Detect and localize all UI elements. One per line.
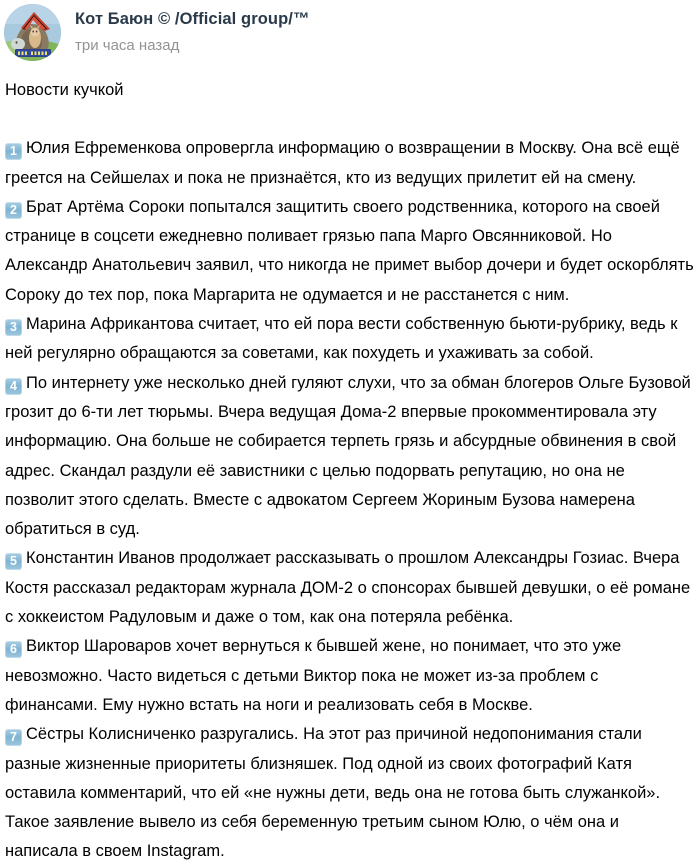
news-item bbox=[5, 310, 694, 369]
keycap-2-icon: 2 bbox=[5, 202, 22, 219]
keycap-6-icon: 6 bbox=[5, 641, 22, 658]
news-item bbox=[5, 632, 694, 720]
news-item-text: Брат Артёма Сороки попытался защитить своего родственника, которого на своей странице в соцсети ежедневно поливает грязью папа Марго Овсянниковой. Но Александр Анатольевич заявил, что никогда не примет выбор дочери и будет оскорблять Сороку до тех пор, пока Маргарита не одумается и не расстанется с ним. bbox=[5, 197, 694, 304]
paragraph-spacer bbox=[5, 105, 694, 134]
news-item-text: Виктор Шароваров хочет вернуться к бывшей жене, но понимает, что это уже невозможно. Часто видеться с детьми Виктор пока не может из-за проблем с финансами. Ему нужно встать на ноги и реализовать себя в Москве. bbox=[5, 637, 622, 714]
post-header bbox=[0, 0, 700, 66]
news-item-text: Константин Иванов продолжает рассказывать о прошлом Александры Гозиас. Вчера Костя рассказал редакторам журнала ДОМ-2 о спонсорах бывшей девушки, о её романе с хоккеистом Радуловым и даже о том, как она потеряла ребёнка. bbox=[5, 549, 691, 627]
keycap-1-icon: 1 bbox=[5, 143, 22, 160]
news-item bbox=[5, 193, 694, 310]
news-item-text: Юлия Ефременкова опровергла информацию о возвращении в Москву. Она всё ещё греется на Сейшелах и пока не признаётся, кто из ведущих прилетит ей на смену. bbox=[5, 139, 680, 187]
keycap-3-icon: 3 bbox=[5, 319, 22, 336]
keycap-4-icon: 4 bbox=[5, 378, 22, 395]
post-timestamp[interactable]: три часа назад bbox=[75, 37, 180, 54]
keycap-5-icon: 5 bbox=[5, 553, 22, 570]
author-name[interactable]: Кот Баюн © /Official group/™ bbox=[75, 10, 310, 28]
keycap-7-icon: 7 bbox=[5, 729, 22, 746]
news-item bbox=[5, 369, 694, 545]
post-body bbox=[0, 66, 700, 867]
avatar[interactable] bbox=[4, 4, 61, 61]
news-item bbox=[5, 720, 694, 866]
news-item bbox=[5, 134, 694, 193]
news-item-text: По интернету уже несколько дней гуляют слухи, что за обман блогеров Ольге Бузовой грозит до 6-ти лет тюрьмы. Вчера ведущая Дома-2 впервые прокомментировала эту информацию. Она больше не собирается терпеть грязь и абсурдные обвинения в свой адрес. Скандал раздули её завистники с целью подорвать репутацию, но она не позволит этого сделать. Вместе с адвокатом Сергеем Жориным Бузова намерена обратиться в суд. bbox=[5, 373, 691, 539]
news-item-text: Сёстры Колисниченко разругались. На этот раз причиной недопонимания стали разные жизненные приоритеты близняшек. Под одной из своих фотографий Катя оставила комментарий, что ей «не нужны дети, ведь она не готова быть служанкой». Такое заявление вывело из себя беременную третьим сыном Юлю, о чём она и написала в своем Instagram. bbox=[5, 725, 661, 861]
post-header-text bbox=[75, 4, 310, 55]
news-item-text: Марина Африкантова считает, что ей пора вести собственную бьюти-рубрику, ведь к ней регулярно обращаются за советами, как похудеть и ухаживать за собой. bbox=[5, 315, 678, 363]
news-item bbox=[5, 544, 694, 632]
post-intro: Новости кучкой bbox=[5, 81, 124, 99]
